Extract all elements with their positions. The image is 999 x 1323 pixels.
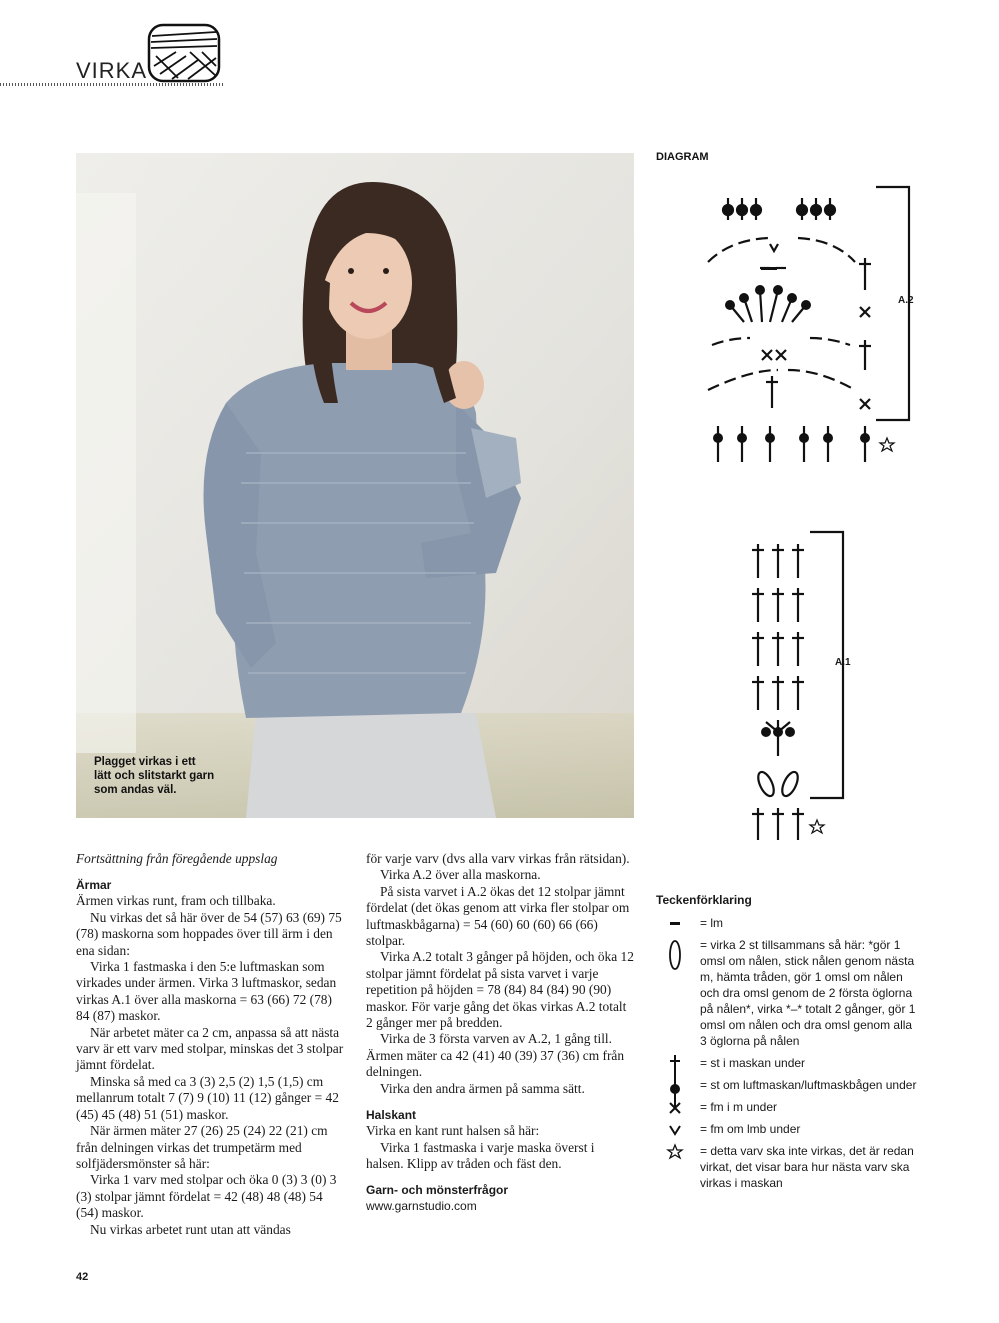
paragraph: När arbetet mäter ca 2 cm, anpassa så att nästa varv är ett varv med stolpar, minskas det 3 stolpar jämnt fördelat. <box>76 1024 344 1073</box>
sleeves-heading: Ärmar <box>76 878 112 893</box>
text-column-2 <box>366 851 634 1215</box>
paragraph: Virka de 3 första varven av A.2, 1 gång till. Ärmen mäter ca 42 (41) 40 (39) 37 (36) cm från delningen. <box>366 1031 625 1080</box>
yarn-ball-icon <box>146 22 222 84</box>
star-icon <box>660 1143 690 1161</box>
intro-text: Fortsättning från föregående uppslag <box>76 851 278 866</box>
crochet-chart <box>690 180 930 840</box>
legend-title: Teckenförklaring <box>656 893 752 907</box>
paragraph: Nu virkas arbetet runt utan att vändas <box>90 1221 291 1237</box>
legend-item: = fm i m under <box>660 1099 920 1115</box>
diagram-title: DIAGRAM <box>656 151 709 163</box>
paragraph: När ärmen mäter 27 (26) 25 (24) 22 (21) cm från delningen virkas det trumpetärm med solfjädersmönster så här: <box>76 1123 328 1171</box>
diagram-label-a1: A.1 <box>835 657 851 668</box>
chain-stitch-icon <box>660 915 690 933</box>
text-column-1 <box>76 851 344 1238</box>
sc-around-chain-v-icon <box>660 1121 690 1139</box>
legend-item: = detta varv ska inte virkas, det är redan virkat, det visar bara hur nästa varv ska virkas i maskan <box>660 1143 920 1191</box>
paragraph: Virka A.2 totalt 3 gånger på höjden, och öka 12 stolpar jämnt fördelat på sista varvet i varje repetition på höjden = 78 (84) 84 (84) 90 (90) maskor. För varje gång det ökas virkas A.2 totalt 2 gånger mer på bredden. <box>366 949 634 1031</box>
paragraph: Virka den andra ärmen på samma sätt. <box>380 1080 585 1096</box>
legend-item: = st i maskan under <box>660 1055 920 1071</box>
contact-heading: Garn- och mönsterfrågor <box>366 1183 509 1198</box>
neck-heading: Halskant <box>366 1108 417 1123</box>
single-crochet-x-icon <box>660 1099 690 1117</box>
cluster-oval-icon <box>660 937 690 973</box>
diagram-label-a2: A.2 <box>898 295 914 306</box>
legend-item: = virka 2 st tillsammans så här: *gör 1 omsl om nålen, stick nålen genom nästa m, hämta tråden, gör 1 omsl om nålen och dra omsl genom de 2 första öglorna på nålen*, virka *–* totalt 2 gånger, gör 1 omsl om nålen och dra omsl genom alla 3 öglorna på nålen <box>660 937 920 1049</box>
paragraph: Virka en kant runt halsen så här: <box>366 1123 540 1139</box>
photo-caption: Plagget virkas i ett lätt och slitstarkt garn som andas väl. <box>94 756 215 796</box>
product-photo <box>76 153 634 818</box>
contact-link[interactable]: www.garnstudio.com <box>366 1199 477 1214</box>
paragraph: På sista varvet i A.2 ökas det 12 stolpar jämnt fördelat (det ökas genom att virka fler stolpar om luftmaskbågarna) = 54 (60) 60 (60) 66 (66) stolpar. <box>366 883 630 949</box>
paragraph: Ärmen virkas runt, fram och tillbaka. <box>76 893 276 909</box>
legend-item: = st om luftmaskan/luftmaskbågen under <box>660 1077 920 1093</box>
section-title: VIRKA <box>76 58 148 83</box>
paragraph: Virka 1 fastmaska i varje maska överst i halsen. Klipp av tråden och fäst den. <box>366 1139 595 1171</box>
legend-item: = lm <box>660 915 920 931</box>
paragraph: Virka 1 varv med stolpar och öka 0 (3) 3 (0) 3 (3) stolpar jämnt fördelat = 42 (48) 48 (48) 54 (54) maskor. <box>76 1172 337 1221</box>
legend-item: = fm om lmb under <box>660 1121 920 1137</box>
paragraph: Minska så med ca 3 (3) 2,5 (2) 1,5 (1,5) cm mellanrum totalt 7 (7) 9 (10) 11 (12) gånger = 42 (45) 45 (48) 51 (51) maskor. <box>76 1073 339 1122</box>
paragraph: Virka A.2 över alla maskorna. <box>380 867 541 883</box>
paragraph: Virka 1 fastmaska i den 5:e luftmaskan som virkades under ärmen. Virka 3 luftmaskor, sedan virkas A.1 över alla maskorna = 63 (66) 72 (78) 84 (87) maskor. <box>76 959 337 1024</box>
paragraph: Nu virkas det så här över de 54 (57) 63 (69) 75 (78) maskorna som hoppades över till ärm i den ena sidan: <box>76 909 342 958</box>
paragraph: för varje varv (dvs alla varv virkas från rätsidan). <box>366 851 630 866</box>
legend <box>660 915 920 1197</box>
page-number: 42 <box>76 1271 89 1283</box>
